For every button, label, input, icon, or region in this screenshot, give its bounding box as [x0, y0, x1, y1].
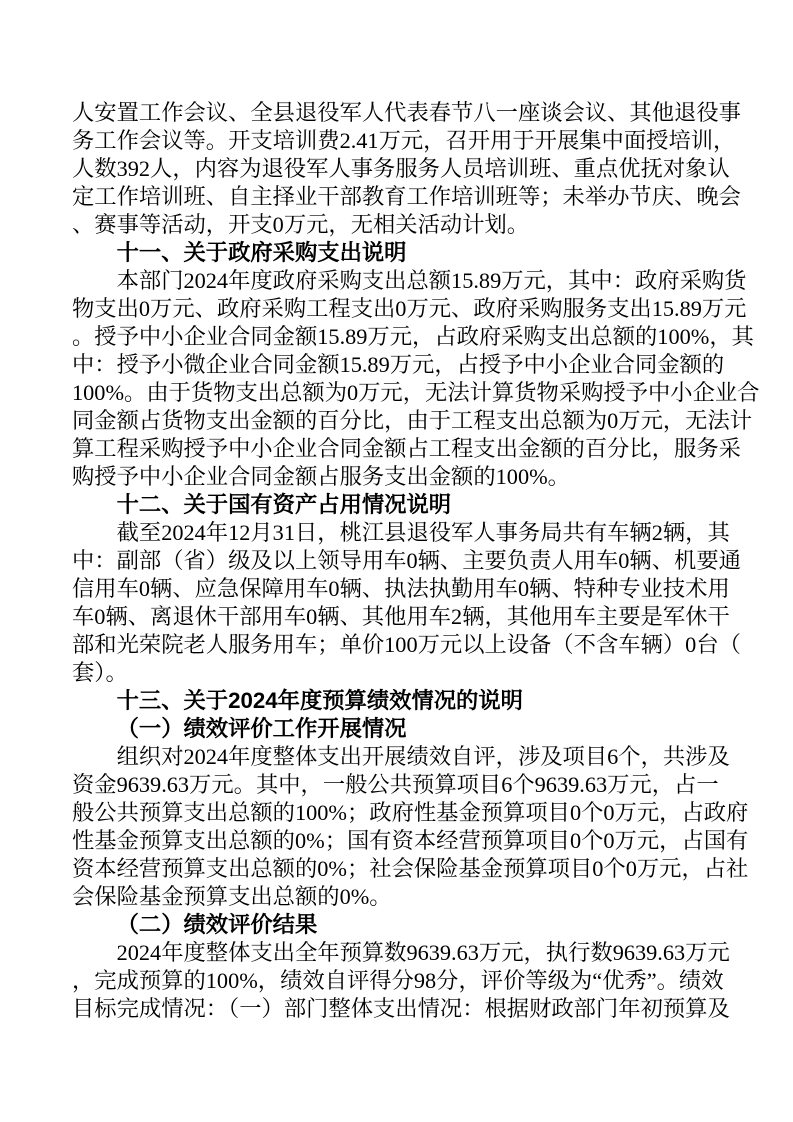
text-line: 。授予中小企业合同金额15.89万元，占政府采购支出总额的100%，其 — [72, 324, 754, 349]
subsection-heading-1: （一）绩效评价工作开展情况 — [116, 716, 407, 741]
text-line: 性基金预算支出总额的0%；国有资本经营预算项目0个0万元，占国有 — [72, 828, 749, 853]
text-line: 车0辆、离退休干部用车0辆、其他用车2辆，其他用车主要是军休干 — [72, 604, 730, 629]
text-line: 截至2024年12月31日，桃江县退役军人事务局共有车辆2辆，其 — [116, 520, 730, 545]
text-line: 100%。由于货物支出总额为0万元，无法计算货物采购授予中小企业合 — [72, 380, 760, 405]
text-line: 套）。 — [72, 660, 128, 685]
text-line: 中：副部（省）级及以上领导用车0辆、主要负责人用车0辆、机要通 — [72, 548, 741, 573]
text-line: 、赛事等活动，开支0万元，无相关活动计划。 — [72, 212, 530, 237]
text-line: 目标完成情况：（一）部门整体支出情况：根据财政部门年初预算及 — [72, 996, 730, 1021]
text-line: 本部门2024年度政府采购支出总额15.89万元，其中：政府采购货 — [116, 268, 747, 293]
section-heading-12: 十二、关于国有资产占用情况说明 — [116, 492, 452, 517]
text-line: 购授予中小企业合同金额占服务支出金额的100%。 — [72, 464, 570, 489]
text-line: 组织对2024年度整体支出开展绩效自评，涉及项目6个，共涉及 — [116, 744, 730, 769]
text-line: 定工作培训班、自主择业干部教育工作培训班等；未举办节庆、晚会 — [72, 184, 741, 209]
text-line: 人安置工作会议、全县退役军人代表春节八一座谈会议、其他退役事 — [72, 100, 741, 125]
section-heading-11: 十一、关于政府采购支出说明 — [116, 240, 407, 265]
text-line: 2024年度整体支出全年预算数9639.63万元，执行数9639.63万元 — [116, 940, 730, 965]
text-line: 人数392人，内容为退役军人事务服务人员培训班、重点优抚对象认 — [72, 156, 730, 181]
text-line: 部和光荣院老人服务用车；单价100万元以上设备（不含车辆）0台（ — [72, 632, 741, 657]
text-line: 信用车0辆、应急保障用车0辆、执法执勤用车0辆、特种专业技术用 — [72, 576, 730, 601]
text-line: 物支出0万元、政府采购工程支出0万元、政府采购服务支出15.89万元 — [72, 296, 747, 321]
document-body — [72, 99, 760, 1023]
text-line: 般公共预算支出总额的100%；政府性基金预算项目0个0万元，占政府 — [72, 800, 749, 825]
text-line: 算工程采购授予中小企业合同金额占工程支出金额的百分比，服务采 — [72, 436, 741, 461]
text-line: 同金额占货物支出金额的百分比，由于工程支出总额为0万元，无法计 — [72, 408, 753, 433]
text-line: ，完成预算的100%，绩效自评得分98分，评价等级为“优秀”。绩效 — [72, 968, 724, 993]
text-line: 务工作会议等。开支培训费2.41万元，召开用于开展集中面授培训， — [72, 128, 736, 153]
text-line: 会保险基金预算支出总额的0%。 — [72, 884, 392, 909]
text-line: 资本经营预算支出总额的0%；社会保险基金预算项目0个0万元，占社 — [72, 856, 749, 881]
section-heading-13: 十三、关于2024年度预算绩效情况的说明 — [116, 688, 523, 713]
text-line: 中：授予小微企业合同金额15.89万元，占授予中小企业合同金额的 — [72, 352, 725, 377]
text-line: 资金9639.63万元。其中，一般公共预算项目6个9639.63万元，占一 — [72, 772, 719, 797]
subsection-heading-2: （二）绩效评价结果 — [116, 912, 318, 937]
